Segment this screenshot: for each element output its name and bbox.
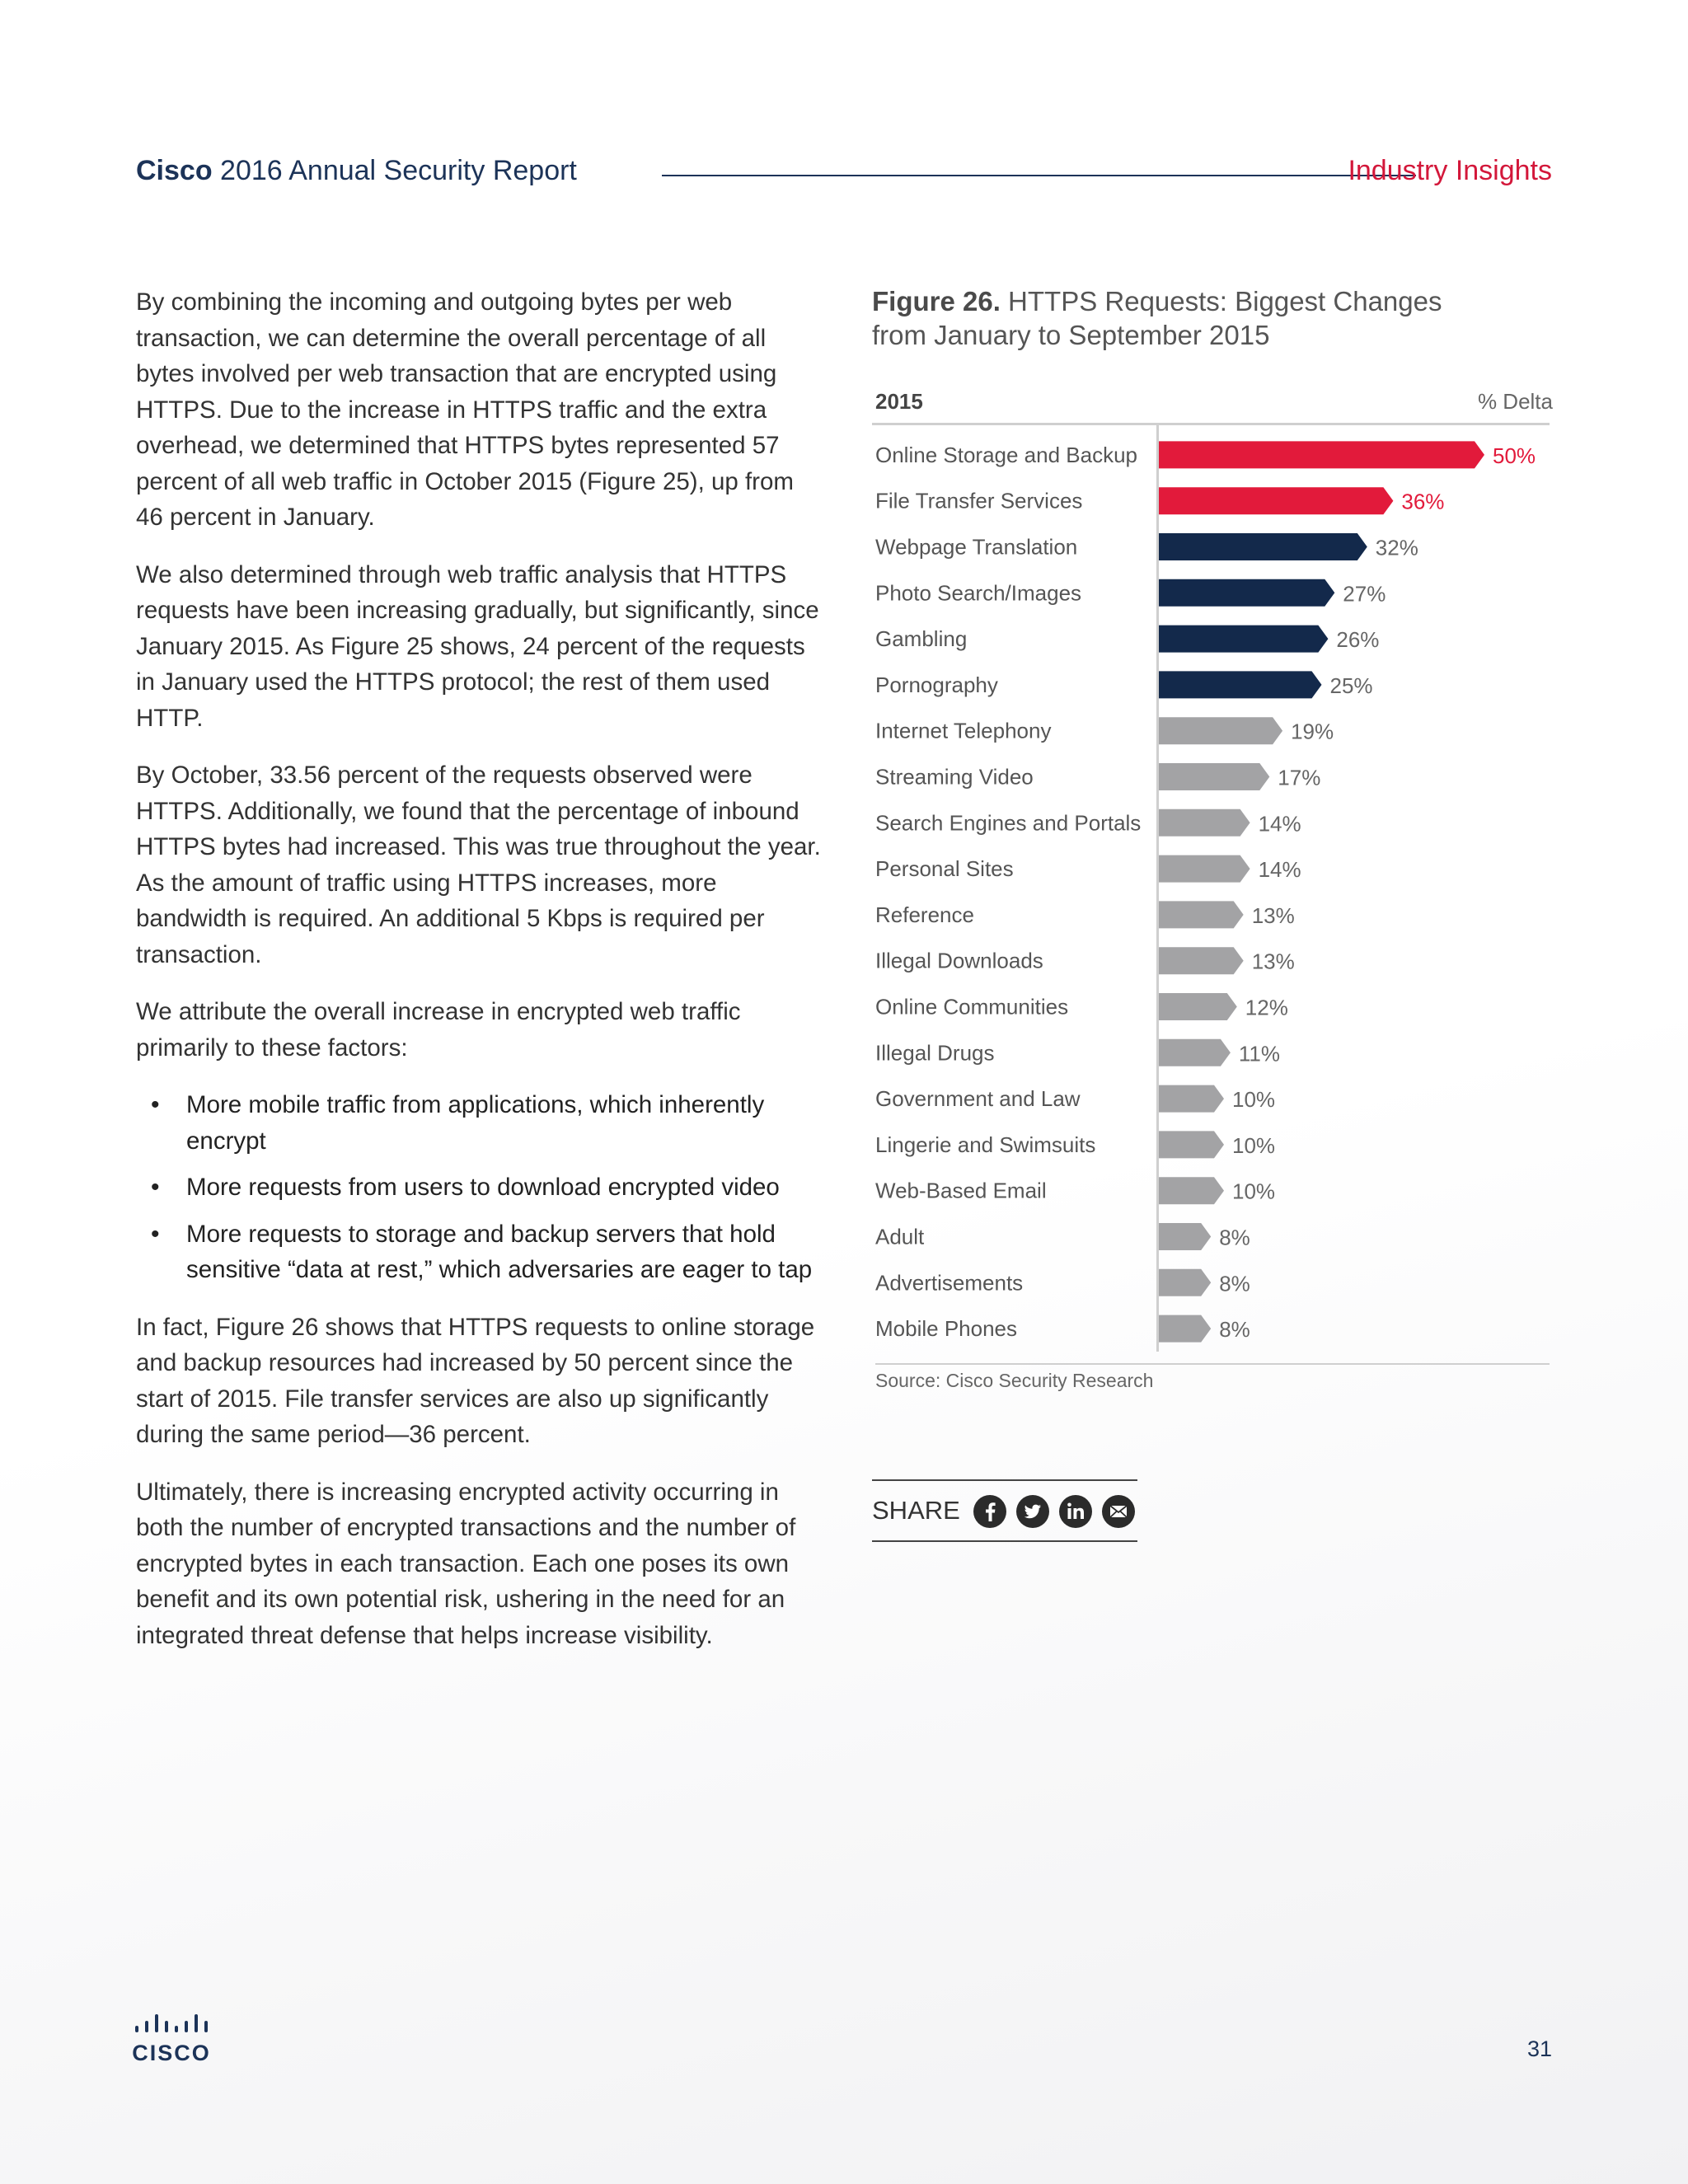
bar — [1159, 441, 1484, 468]
category-label: Online Communities — [875, 994, 1069, 1019]
category-label: Streaming Video — [875, 764, 1034, 790]
report-brand — [136, 155, 577, 187]
category-label: Advertisements — [875, 1270, 1024, 1296]
share-label: SHARE — [872, 1496, 960, 1525]
chart-header — [875, 389, 1553, 424]
body-paragraph: We attribute the overall increase in encrypted web traffic primarily to these factors: — [136, 998, 741, 1062]
figure-title — [872, 284, 1498, 352]
list-item: • More requests to storage and backup servers that hold sensitive “data at rest,” which adversaries are eager to tap — [136, 1216, 824, 1288]
cisco-logo-text: CISCO — [132, 2041, 211, 2065]
chart-axis-line — [1156, 425, 1159, 1352]
twitter-icon[interactable] — [1015, 1494, 1050, 1529]
bar — [1159, 809, 1250, 837]
bar — [1159, 1177, 1224, 1204]
https-requests-bar-chart — [872, 425, 1553, 1365]
bar — [1159, 1223, 1211, 1250]
linkedin-icon[interactable] — [1058, 1494, 1093, 1529]
bar — [1159, 533, 1367, 560]
value-label: 25% — [1329, 673, 1373, 698]
bar — [1159, 626, 1328, 653]
category-label: Internet Telephony — [875, 718, 1052, 743]
share-icons — [973, 1494, 1136, 1529]
category-label: Personal Sites — [875, 856, 1014, 882]
email-icon[interactable] — [1101, 1494, 1136, 1529]
category-label: Photo Search/Images — [875, 580, 1082, 606]
body-paragraph: We also determined through web traffic analysis that HTTPS requests have been increasing gradually, but significantly, since January 2015. As Figure 25 shows, 24 percent of the requests in January used the HTTPS protocol; the rest of them used HTTP. — [136, 560, 819, 732]
bar — [1159, 579, 1334, 607]
category-label: Adult — [875, 1224, 925, 1249]
value-label: 17% — [1278, 765, 1321, 790]
figure-26 — [872, 284, 1553, 1391]
bar — [1159, 1039, 1231, 1066]
bar — [1159, 1315, 1211, 1343]
category-label: Illegal Downloads — [875, 948, 1043, 973]
bar — [1159, 717, 1282, 744]
category-label: Mobile Phones — [875, 1316, 1017, 1342]
figure-source: Source: Cisco Security Research — [875, 1370, 1154, 1391]
body-paragraph: By October, 33.56 percent of the requests observed were HTTPS. Additionally, we found that the percentage of inbound HTTPS bytes had increased. This was true throughout the year. As the amount of traffic using HTTPS increases, more bandwidth is required. An additional 5 Kbps is required per transaction. — [136, 762, 821, 968]
body-paragraph: By combining the incoming and outgoing bytes per web transaction, we can determine the overall percentage of all bytes involved per web transaction that are encrypted using HTTPS. Due to the increase in HTTPS traffic and the extra overhead, we determined that HTTPS bytes represented 57 percent of all web traffic in October 2015 (Figure 25), up from 46 percent in January. — [136, 288, 794, 531]
category-label: Online Storage and Backup — [875, 442, 1137, 467]
value-label: 10% — [1232, 1132, 1276, 1158]
value-label: 19% — [1291, 719, 1334, 744]
list-item: • More requests from users to download encrypted video — [136, 1169, 824, 1206]
bar — [1159, 487, 1393, 514]
figure-caption: HTTPS Requests: Biggest Changes from January to September 2015 — [872, 286, 1442, 350]
category-label: Reference — [875, 902, 974, 927]
header-divider — [662, 175, 1416, 176]
value-label: 10% — [1232, 1087, 1276, 1113]
paragraphs-before-list — [136, 284, 824, 1066]
category-label: Illegal Drugs — [875, 1040, 995, 1066]
paragraphs-after-list — [136, 1310, 824, 1654]
value-label: 8% — [1219, 1317, 1250, 1343]
value-label: 50% — [1493, 443, 1536, 468]
bar — [1159, 901, 1244, 928]
body-text-column — [136, 284, 824, 1675]
section-title: Industry Insights — [1348, 155, 1552, 186]
value-label: 10% — [1232, 1179, 1276, 1204]
brand-name: Cisco — [136, 155, 213, 186]
value-label: 12% — [1245, 995, 1288, 1020]
value-label: 13% — [1251, 902, 1295, 928]
value-label: 13% — [1251, 949, 1295, 974]
value-label: 32% — [1375, 535, 1418, 560]
body-paragraph: In fact, Figure 26 shows that HTTPS requests to online storage and backup resources had increased by 50 percent since the start of 2015. File transfer services are also up significantly during the same period—36 percent. — [136, 1313, 815, 1448]
value-label: 26% — [1336, 627, 1380, 653]
bar — [1159, 993, 1237, 1020]
share-bar — [872, 1479, 1137, 1542]
page-header — [136, 155, 1552, 193]
body-paragraph: Ultimately, there is increasing encrypted activity occurring in both the number of encrypted transactions and the number of encrypted bytes in each transaction. Each one poses its own benefit and its own potential risk, ushering in the need for an integrated threat defense that helps increase visibility. — [136, 1478, 796, 1649]
value-label: 14% — [1258, 811, 1301, 837]
chart-column-label-delta: % Delta — [1477, 389, 1553, 414]
value-label: 14% — [1258, 857, 1301, 883]
page-number: 31 — [1526, 2036, 1552, 2061]
facebook-icon[interactable] — [973, 1494, 1007, 1529]
chart-bottom-rule — [875, 1363, 1550, 1365]
category-label: Gambling — [875, 626, 968, 652]
value-label: 11% — [1238, 1041, 1281, 1066]
category-label: Pornography — [875, 672, 998, 697]
chart-column-label-year: 2015 — [875, 389, 923, 414]
category-label: Government and Law — [875, 1086, 1081, 1112]
category-label: Web-Based Email — [875, 1178, 1047, 1203]
value-label: 8% — [1219, 1225, 1250, 1250]
cisco-logo — [132, 2011, 214, 2069]
report-title: 2016 Annual Security Report — [212, 155, 577, 186]
bar — [1159, 855, 1250, 883]
bar — [1159, 1085, 1224, 1113]
category-label: Lingerie and Swimsuits — [875, 1132, 1096, 1157]
bar — [1159, 763, 1269, 790]
category-label: Webpage Translation — [875, 534, 1078, 560]
bar — [1159, 947, 1244, 974]
bar — [1159, 1131, 1224, 1158]
figure-number: Figure 26. — [872, 286, 1001, 316]
bar — [1159, 671, 1322, 698]
value-label: 8% — [1219, 1271, 1250, 1296]
category-label: Search Engines and Portals — [875, 810, 1142, 836]
list-item: • More mobile traffic from applications, which inherently encrypt — [136, 1087, 824, 1159]
bar — [1159, 1269, 1211, 1296]
category-label: File Transfer Services — [875, 488, 1083, 513]
value-label: 27% — [1343, 581, 1386, 607]
value-label: 36% — [1401, 489, 1445, 514]
factor-list — [136, 1087, 824, 1288]
